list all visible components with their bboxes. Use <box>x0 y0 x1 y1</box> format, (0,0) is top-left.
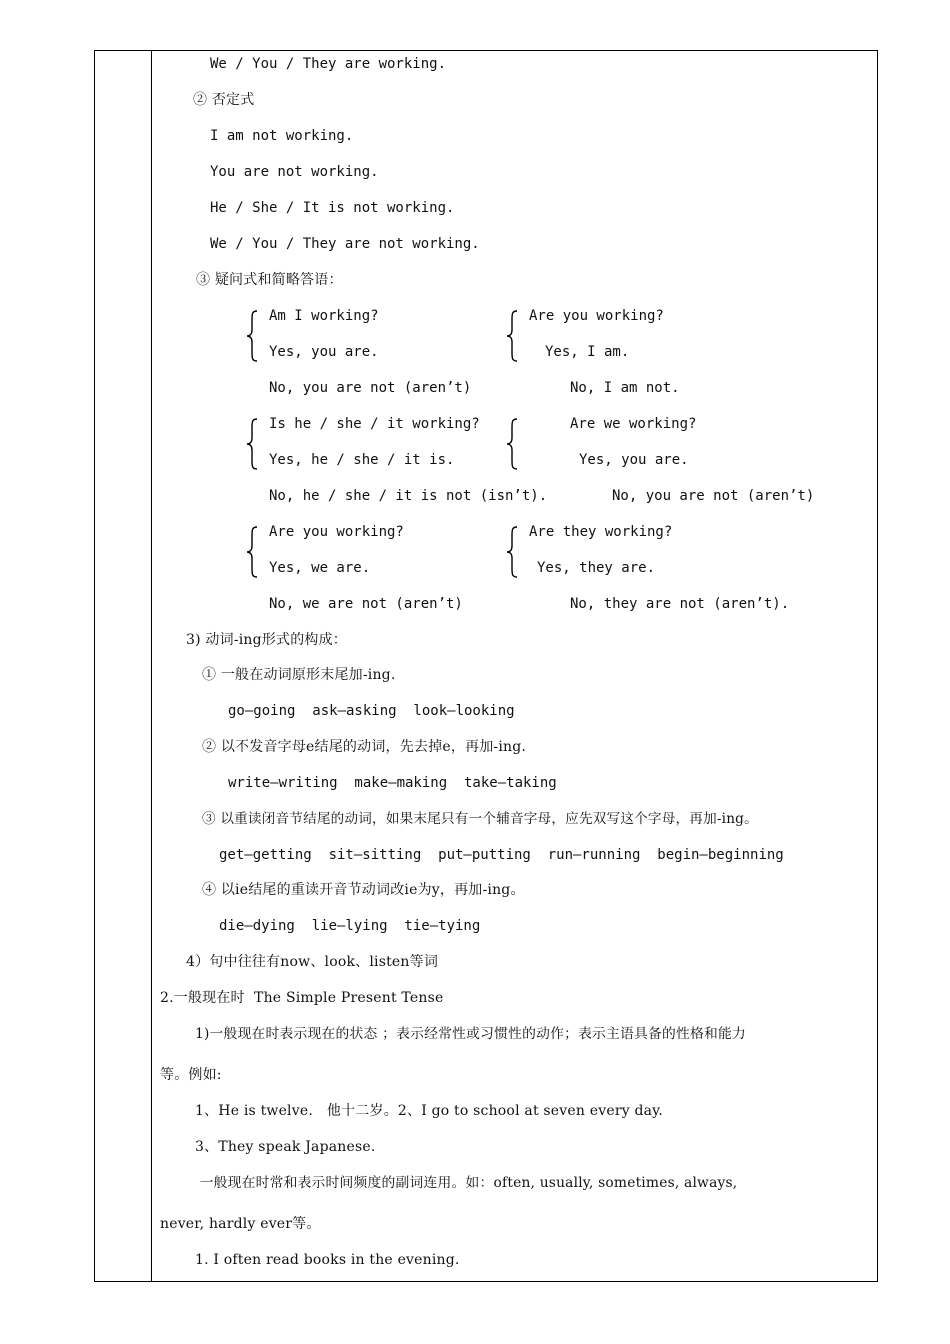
text-line: die—dying lie—lying tie—tying <box>219 918 481 934</box>
left-brace-icon <box>506 526 518 578</box>
text-line: ② 以不发音字母e结尾的动词，先去掉e，再加-ing. <box>202 739 527 755</box>
text-line: 1、He is twelve. 他十二岁。2、I go to school at seven every day. <box>195 1103 664 1119</box>
text-line: 3、They speak Japanese. <box>195 1139 376 1155</box>
text-line: No, you are not (aren’t) <box>612 488 815 504</box>
text-line: never, hardly ever等。 <box>160 1216 321 1232</box>
text-line: Is he / she / it working? <box>269 416 480 432</box>
section-heading: 3) 动词-ing形式的构成： <box>186 632 348 648</box>
text-line: He / She / It is not working. <box>210 200 455 216</box>
text-line: No, you are not (aren’t) <box>269 380 472 396</box>
text-line: 1)一般现在时表示现在的状态 ；表示经常性或习惯性的动作；表示主语具备的性格和能力 <box>195 1026 747 1042</box>
left-brace-icon <box>246 418 258 470</box>
text-line: No, I am not. <box>570 380 680 396</box>
section-heading: ② 否定式 <box>193 92 255 108</box>
left-brace-icon <box>506 418 518 470</box>
left-brace-icon <box>246 310 258 362</box>
text-line: write—writing make—making take—taking <box>228 775 557 791</box>
text-line: Am I working? <box>269 308 379 324</box>
text-line: We / You / They are working. <box>210 56 447 72</box>
text-line: Yes, we are. <box>269 560 371 576</box>
text-line: Yes, you are. <box>579 452 689 468</box>
text-line: Yes, he / she / it is. <box>269 452 455 468</box>
text-line: Are they working? <box>529 524 673 540</box>
section-heading: ③ 疑问式和简略答语： <box>196 272 343 288</box>
left-brace-icon <box>506 310 518 362</box>
section-heading: 2.一般现在时 The Simple Present Tense <box>160 990 444 1006</box>
text-line: Are we working? <box>570 416 697 432</box>
text-line: 1. I often read books in the evening. <box>195 1252 460 1268</box>
text-line: 等。例如: <box>160 1067 222 1083</box>
text-line: ④ 以ie结尾的重读开音节动词改ie为y，再加-ing。 <box>202 882 525 898</box>
text-line: No, we are not (aren’t) <box>269 596 463 612</box>
text-line: You are not working. <box>210 164 379 180</box>
text-line: get—getting sit—sitting put—putting run—running begin—beginning <box>219 847 784 863</box>
text-line: No, he / she / it is not (isn’t). <box>269 488 548 504</box>
text-line: Yes, I am. <box>545 344 630 360</box>
text-line: Yes, they are. <box>537 560 656 576</box>
text-line: Yes, you are. <box>269 344 379 360</box>
text-line: We / You / They are not working. <box>210 236 480 252</box>
column-divider <box>151 50 152 1282</box>
left-brace-icon <box>246 526 258 578</box>
text-line: I am not working. <box>210 128 354 144</box>
text-line: go—going ask—asking look—looking <box>228 703 515 719</box>
text-line: Are you working? <box>529 308 664 324</box>
text-line: ① 一般在动词原形末尾加-ing. <box>202 667 396 683</box>
text-line: ③ 以重读闭音节结尾的动词，如果末尾只有一个辅音字母，应先双写这个字母，再加-ing。 <box>202 811 758 827</box>
text-line: No, they are not (aren’t). <box>570 596 790 612</box>
text-line: 4）句中往往有now、look、listen等词 <box>186 954 439 970</box>
text-line: Are you working? <box>269 524 404 540</box>
text-line: 一般现在时常和表示时间频度的副词连用。如：often, usually, sometimes, always, <box>195 1175 738 1191</box>
